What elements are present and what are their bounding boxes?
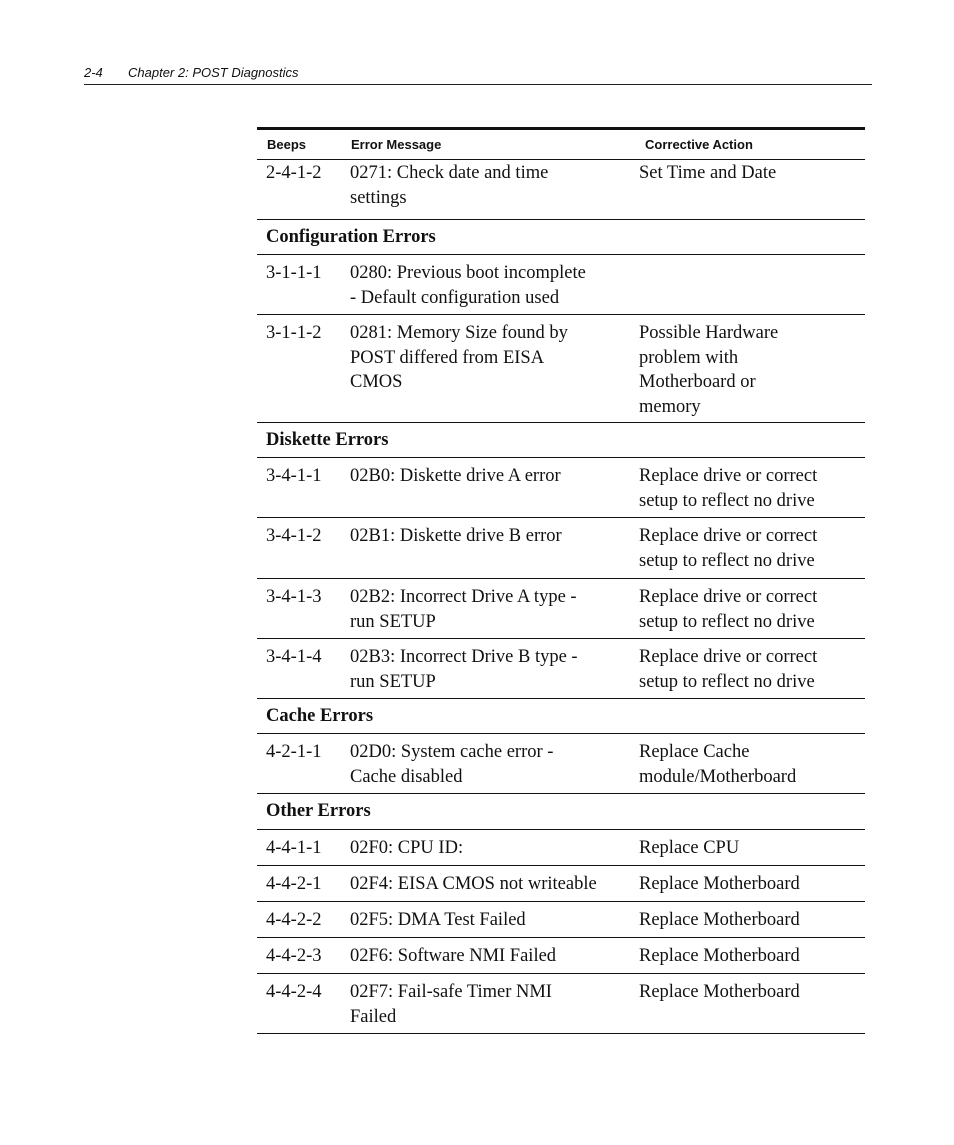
- corrective-action-line: Replace drive or correct: [639, 466, 818, 486]
- beep-code: 4-4-2-3: [257, 938, 341, 974]
- page-number: 2-4: [84, 65, 103, 80]
- section-row: [257, 423, 865, 458]
- corrective-action-line: Possible Hardware: [639, 323, 779, 343]
- table-row: [257, 315, 865, 423]
- error-message-line: 02F6: Software NMI Failed: [350, 946, 557, 966]
- table-row: [257, 902, 865, 938]
- section-row: [257, 794, 865, 830]
- beep-code: 4-4-2-4: [257, 974, 341, 1034]
- corrective-action-line: Replace Motherboard: [639, 874, 800, 894]
- corrective-action-line: Replace Motherboard: [639, 910, 800, 930]
- corrective-action: [635, 974, 865, 1034]
- beep-code: 3-1-1-1: [257, 255, 341, 315]
- error-message: [341, 938, 635, 974]
- error-message-line: 02F7: Fail-safe Timer NMI: [350, 982, 552, 1002]
- corrective-action: [635, 830, 865, 866]
- error-message: [341, 734, 635, 794]
- corrective-action-line: Replace Motherboard: [639, 982, 800, 1002]
- error-message: [341, 518, 635, 579]
- section-title: Diskette Errors: [257, 423, 865, 458]
- table-row: [257, 866, 865, 902]
- corrective-action-line: Replace CPU: [639, 838, 740, 858]
- beep-code: 3-4-1-1: [257, 458, 341, 518]
- corrective-action-line: setup to reflect no drive: [639, 611, 815, 632]
- corrective-action-line: Set Time and Date: [639, 163, 777, 183]
- error-message: [341, 315, 635, 423]
- table-row: [257, 255, 865, 315]
- section-row: [257, 220, 865, 255]
- beep-code: 4-4-2-2: [257, 902, 341, 938]
- beep-code: 3-4-1-2: [257, 518, 341, 579]
- corrective-action-line: setup to reflect no drive: [639, 490, 815, 511]
- error-message-line: 0281: Memory Size found by: [350, 323, 568, 343]
- section-title: Cache Errors: [257, 699, 865, 734]
- error-message: [341, 160, 635, 220]
- corrective-action-line: setup to reflect no drive: [639, 671, 815, 692]
- error-message: [341, 458, 635, 518]
- corrective-action: [635, 458, 865, 518]
- error-message: [341, 639, 635, 699]
- error-message-line: 02F4: EISA CMOS not writeable: [350, 874, 597, 894]
- error-message-line: run SETUP: [350, 671, 436, 692]
- error-message-line: - Default configuration used: [350, 287, 560, 308]
- error-message: [341, 255, 635, 315]
- beep-code: 3-4-1-4: [257, 639, 341, 699]
- error-message-line: settings: [350, 187, 407, 208]
- column-header-corrective-action: Corrective Action: [635, 129, 865, 160]
- corrective-action-line: memory: [639, 396, 701, 417]
- error-message: [341, 902, 635, 938]
- corrective-action: [635, 315, 865, 423]
- beep-code: 3-1-1-2: [257, 315, 341, 423]
- section-row: [257, 699, 865, 734]
- corrective-action: [635, 938, 865, 974]
- corrective-action-line: Replace Cache: [639, 742, 750, 762]
- corrective-action: [635, 160, 865, 220]
- beep-code: 4-4-2-1: [257, 866, 341, 902]
- column-header-beeps: Beeps: [257, 129, 341, 160]
- beep-code: 2-4-1-2: [257, 160, 341, 220]
- error-message-line: 0271: Check date and time: [350, 163, 549, 183]
- section-title: Other Errors: [257, 794, 865, 830]
- error-message: [341, 866, 635, 902]
- error-message: [341, 974, 635, 1034]
- table-row: [257, 734, 865, 794]
- corrective-action: [635, 639, 865, 699]
- corrective-action-line: setup to reflect no drive: [639, 550, 815, 571]
- corrective-action-line: Motherboard or: [639, 372, 756, 392]
- error-message-line: CMOS: [350, 372, 403, 392]
- error-message: [341, 830, 635, 866]
- table-row: [257, 458, 865, 518]
- corrective-action-line: problem with: [639, 347, 739, 368]
- corrective-action: [635, 579, 865, 639]
- table-body: [257, 160, 865, 1034]
- corrective-action-line: Replace Motherboard: [639, 946, 800, 966]
- table-row: [257, 974, 865, 1034]
- beep-code: 4-4-1-1: [257, 830, 341, 866]
- table-row: [257, 639, 865, 699]
- beep-code: 4-2-1-1: [257, 734, 341, 794]
- corrective-action-line: Replace drive or correct: [639, 647, 818, 667]
- table-row: [257, 518, 865, 579]
- error-message: [341, 579, 635, 639]
- page-header: [84, 64, 872, 85]
- corrective-action: [635, 518, 865, 579]
- error-message-line: 02B0: Diskette drive A error: [350, 466, 561, 486]
- section-title: Configuration Errors: [257, 220, 865, 255]
- error-message-line: 02D0: System cache error -: [350, 742, 554, 762]
- error-message-line: run SETUP: [350, 611, 436, 632]
- error-message-line: POST differed from EISA: [350, 347, 545, 368]
- corrective-action: [635, 734, 865, 794]
- error-message-line: 02B1: Diskette drive B error: [350, 526, 562, 546]
- beep-code: 3-4-1-3: [257, 579, 341, 639]
- table-row: [257, 938, 865, 974]
- table-header-row: [257, 129, 865, 160]
- error-message-line: 0280: Previous boot incomplete: [350, 263, 586, 283]
- corrective-action: [635, 902, 865, 938]
- table-row: [257, 579, 865, 639]
- corrective-action-line: Replace drive or correct: [639, 587, 818, 607]
- error-message-line: Failed: [350, 1006, 397, 1027]
- table-row: [257, 830, 865, 866]
- column-header-error-message: Error Message: [341, 129, 635, 160]
- corrective-action: [635, 255, 865, 315]
- error-message-line: Cache disabled: [350, 766, 463, 787]
- error-message-line: 02F0: CPU ID:: [350, 838, 464, 858]
- corrective-action: [635, 866, 865, 902]
- chapter-title: Chapter 2: POST Diagnostics: [128, 65, 299, 80]
- corrective-action-line: module/Motherboard: [639, 766, 797, 787]
- table-row: [257, 160, 865, 220]
- post-error-table: [257, 127, 865, 1034]
- error-message-line: 02F5: DMA Test Failed: [350, 910, 526, 930]
- error-message-line: 02B2: Incorrect Drive A type -: [350, 587, 577, 607]
- error-message-line: 02B3: Incorrect Drive B type -: [350, 647, 578, 667]
- corrective-action-line: Replace drive or correct: [639, 526, 818, 546]
